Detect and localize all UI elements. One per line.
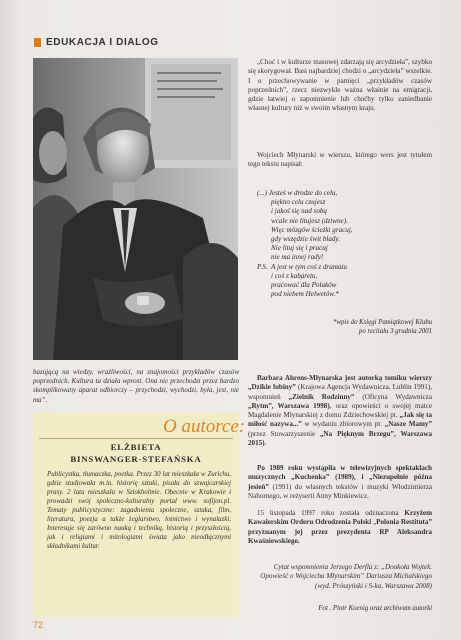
poem-line: i coś z kabaretu, [271, 271, 318, 280]
black-and-white-photo [33, 58, 238, 360]
author-heading: O autorce: [163, 416, 246, 437]
section-title: EDUKACJA I DIALOG [46, 37, 159, 48]
author-bio: Publicystka, tłumaczka, poetka. Przez 30 lat mieszkała w Zurichu, gdzie studiowała m.in. historię sztuki, pisała do szwajcarskiej prasy. 2 lata mieszkała w Sztokholmie. Obecnie w Krakowie i prowadzi swój społeczno-kulturalny portal www. sofijon.pl. Tematy publicystyczne: zagadnienia społeczne, sztuka, film, literatura, poezja a także żeglarstwo, lotnictwo i wynalazki. Interesuje się zarówno nauką i techniką, historią i przyszłością, jak i religiami i mitologiami świata jako nieodłącznymi składnikami kultur. [47, 471, 231, 550]
poem-line: gdy wszędzie świt blady. [271, 235, 340, 244]
right-top-paragraph: „Choć i w kulturze masowej zdarzają się arcydzieła”, szybko się skorygował. Basi najbardziej chodzi o „arcydzieła” wszelkie. I o przechowywanie w pamięci „przykładów czasów poprzednich”, rzecz niezwykle ważna właśnie na emigracji, gdzie łatwiej o zapomnienie lub choćby tylko zaniedbanie własnej kultury niż w swoim własnym kraju. [248, 58, 432, 113]
intro-paragraph: Wojciech Młynarski w wierszu, którego wers jest tytułem tego tekstu napisał: [248, 151, 432, 169]
poem-ps [257, 263, 432, 272]
ps-label: P.S. [257, 262, 268, 271]
poem-line: pod niebem Helwetów.* [271, 290, 339, 299]
poem-line: i jakoś się nad sobą [271, 207, 327, 216]
photo-illustration [33, 58, 238, 360]
author-first-name: ELŻBIETA [110, 442, 162, 452]
footnote: *wpis do Księgi Pamiątkowej Klubu po recitalu 3 grudnia 2001 [333, 319, 432, 335]
poem-line: piękno celu czujesz [271, 198, 326, 207]
poem [257, 189, 432, 299]
paragraph-barbara: Barbara Ahrens-Młynarska jest autorką tomiku wierszy „Dzikie lubiny” (Krajowa Agencja Wydawnicza, Lublin 1991), wspomnień „Zielnik Rodzinny” (Oficyna Wydawnicza „Rytm”, Warszawa 1998), oraz opowieści o swojej matce Magdalenie Młynarskiej z domu Zdziechowskiej pt. „Jak się ta miłość nazywa...” w wydaniu zbiorowym pt. „Nasze Mamy” (przez Stowarzyszenie „Na Pięknym Brzegu”, Warszawa 2015). [248, 374, 433, 448]
citation: Cytat wspomnienia Jerzego Derfla z: „Dookoła Wojtek. Opowieść o Wojciechu Młynarskim” Dariusza Michalskiego (wyd. Prószyński i S-ka, Warszawa 2008) [260, 563, 432, 590]
poem-line: nie ma innej rady! [271, 253, 324, 262]
paragraph-1997: 15 listopada 1997 roku została odznaczona Krzyżem Kawalerskim Orderu Odrodzenia Polski „Polonia Restituta” przyznanym jej przez prezydenta RP Aleksandra Kwaśniewskiego. [248, 509, 432, 545]
paragraph-1989: Po 1989 roku wystąpiła w telewizyjnych spektaklach muzycznych „Kuchenka” (1989), i „Niezupełnie późna jesień” (1991) do własnych tekstów i muzyki Włodzimierza Nahornego, w reżyserii Anny Minkiewicz. [248, 464, 432, 500]
poem-line: wcale nie litujesz (dziwne). [271, 216, 348, 225]
section-header [34, 37, 159, 48]
orange-square-icon [34, 38, 41, 47]
poem-line: A jest w tym coś z dramatu [271, 262, 347, 271]
author-box [33, 412, 246, 617]
left-caption: bazującą na wiedzy, wrażliwości, na znajomości przykładów czasów poprzednich. Kultura ta działa wprost. Ona nie przechodzi przez bardzo skomplikowany aparat odbiorczy – przychodzi, wychodzi, była, jest, nie ma”. [33, 368, 239, 404]
page-number: 72 [33, 620, 44, 630]
poem-line: pracować dla Polaków [271, 281, 337, 290]
poem-line: (...) Jesteś w drodze do celu, [257, 189, 338, 197]
divider [39, 438, 233, 439]
poem-line: Więc mózgów ścieżki gracuj, [271, 225, 353, 234]
poem-line: Nie lituj się i pracuj [271, 244, 328, 253]
author-last-name: BINSWANGER-STEFAŃSKA [70, 454, 202, 464]
photo-credit: Fot . Piotr Koenig oraz archiwum autorki [318, 605, 432, 612]
